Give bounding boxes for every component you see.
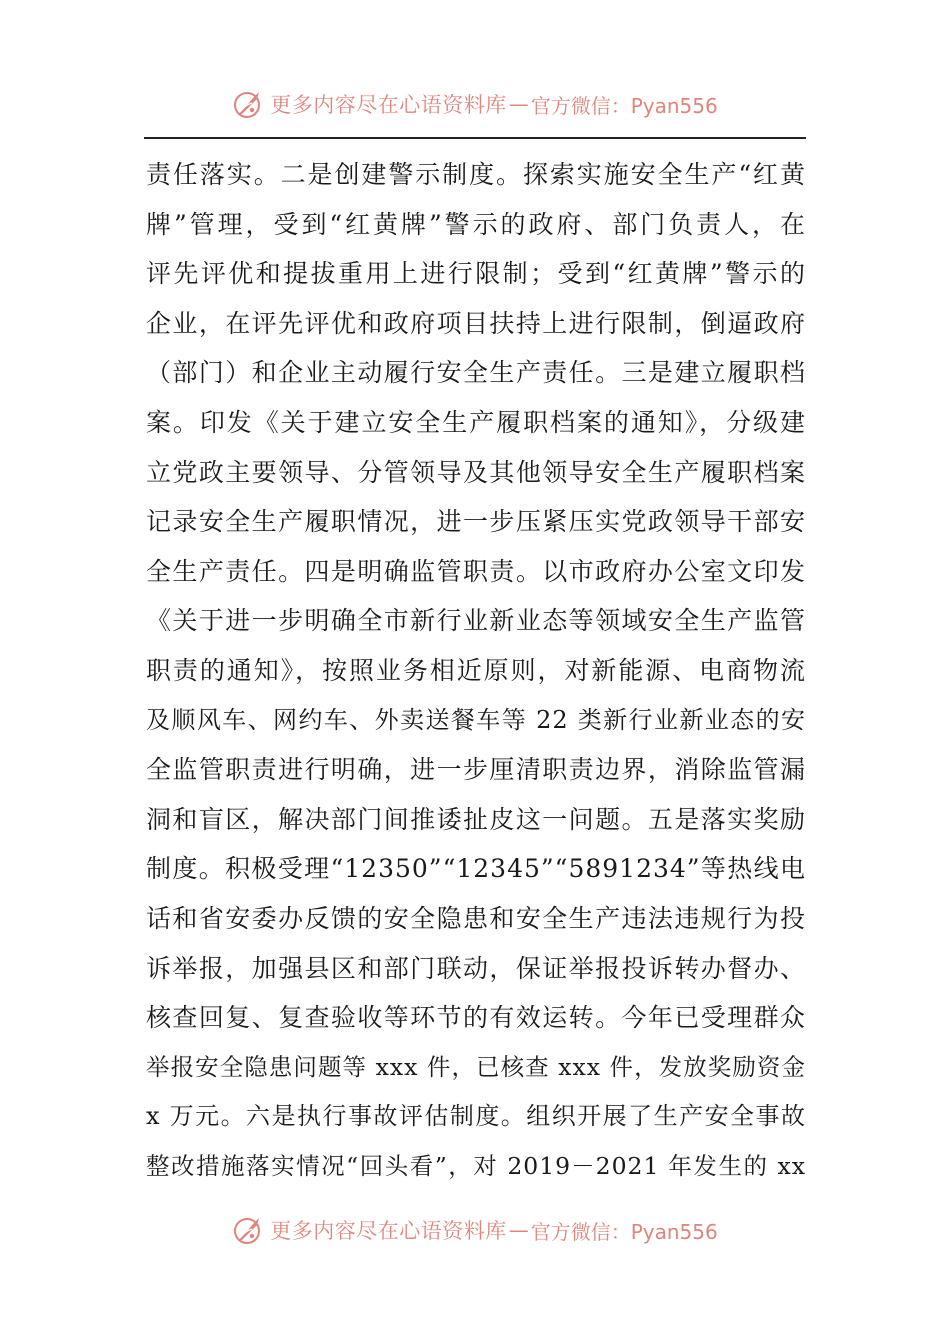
paragraph-line: 企业，在评先评优和政府项目扶持上进行限制，倒逼政府	[146, 308, 806, 338]
paragraph-line: 立党政主要领导、分管领导及其他领导安全生产履职档案	[146, 457, 806, 487]
banner-contact: 官方微信：Pyan556	[530, 1219, 718, 1244]
document-body	[146, 150, 806, 1191]
paragraph-line: 制度。积极受理“12350”“12345”“5891234”等热线电	[146, 854, 806, 884]
header-watermark-banner	[0, 84, 950, 124]
quill-pen-logo-icon	[232, 88, 264, 120]
banner-title: 更多内容尽在心语资料库	[270, 93, 507, 117]
banner-contact: 官方微信：Pyan556	[530, 93, 718, 118]
paragraph-line: 记录安全生产履职情况，进一步压紧压实党政领导干部安	[146, 507, 806, 537]
banner-separator: —	[508, 92, 529, 116]
paragraph-line: 案。印发《关于建立安全生产履职档案的通知》，分级建	[146, 407, 806, 437]
paragraph-line: 职责的通知》，按照业务相近原则，对新能源、电商物流	[146, 655, 806, 685]
paragraph-line: 洞和盲区，解决部门间推诿扯皮这一问题。五是落实奖励	[146, 804, 806, 834]
paragraph-line: 诉举报，加强县区和部门联动，保证举报投诉转办督办、	[146, 953, 806, 983]
paragraph-line: 全生产责任。四是明确监管职责。以市政府办公室文印发	[146, 556, 806, 586]
header-divider	[144, 137, 806, 139]
banner-separator: —	[508, 1218, 529, 1242]
paragraph-line: 牌”管理，受到“红黄牌”警示的政府、部门负责人，在	[146, 209, 806, 239]
paragraph-line: x 万元。六是执行事故评估制度。组织开展了生产安全事故	[146, 1102, 806, 1131]
paragraph-line: 话和省安委办反馈的安全隐患和安全生产违法违规行为投	[146, 903, 806, 933]
footer-watermark-banner	[0, 1210, 950, 1250]
paragraph-line: 及顺风车、网约车、外卖送餐车等 22 类新行业新业态的安	[146, 705, 806, 734]
paragraph-line: 责任落实。二是创建警示制度。探索实施安全生产“红黄	[146, 160, 806, 189]
quill-pen-logo-icon	[232, 1214, 264, 1246]
paragraph-line: 《关于进一步明确全市新行业新业态等领域安全生产监管	[146, 606, 806, 636]
paragraph-line: 举报安全隐患问题等 xxx 件，已核查 xxx 件，发放奖励资金	[146, 1052, 806, 1081]
banner-title: 更多内容尽在心语资料库	[270, 1219, 507, 1243]
paragraph-line: 全监管职责进行明确，进一步厘清职责边界，消除监管漏	[146, 755, 806, 785]
paragraph-line: 评先评优和提拔重用上进行限制；受到“红黄牌”警示的	[146, 259, 806, 289]
paragraph-line: 核查回复、复查验收等环节的有效运转。今年已受理群众	[146, 1003, 806, 1033]
paragraph-line: 整改措施落实情况“回头看”，对 2019－2021 年发生的 xx	[146, 1151, 806, 1180]
paragraph-line: （部门）和企业主动履行安全生产责任。三是建立履职档	[146, 358, 806, 388]
